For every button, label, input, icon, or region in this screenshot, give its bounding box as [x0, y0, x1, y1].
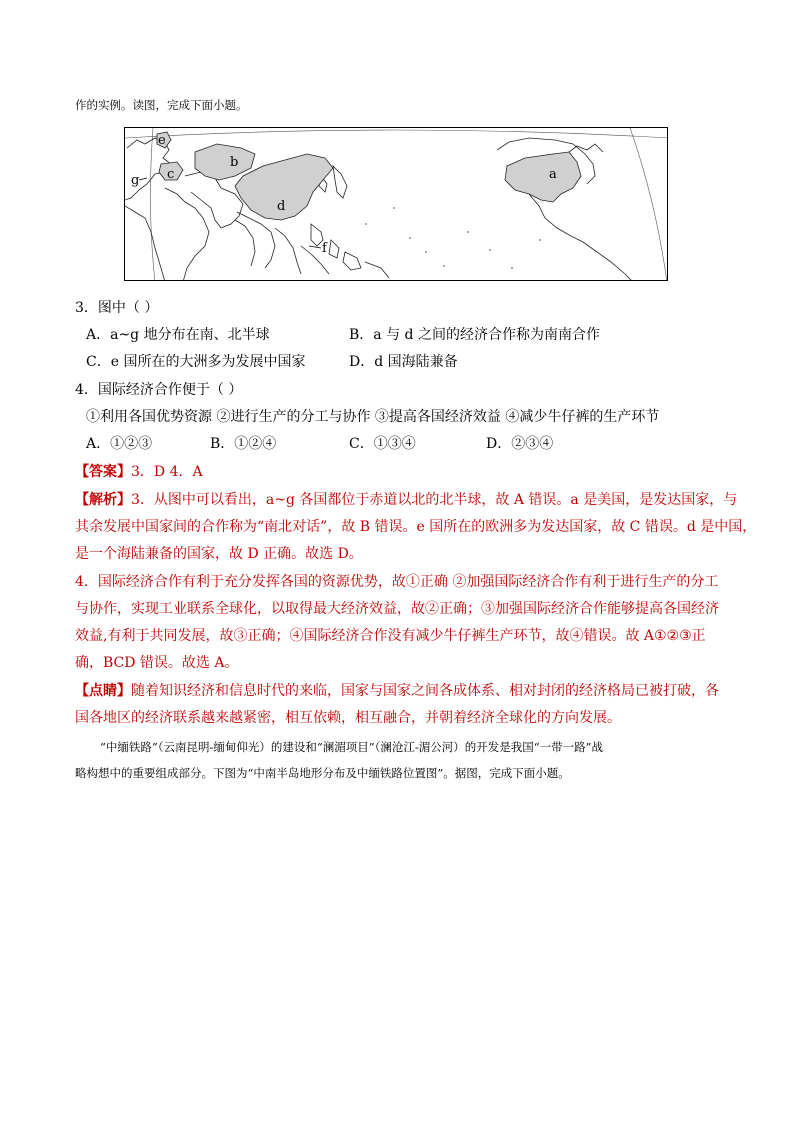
intro-line: 作的实例。读图，完成下面小题。	[75, 98, 248, 112]
comment-line-1	[75, 681, 719, 701]
q4-items: ①利用各国优势资源 ②进行生产的分工与协作 ③提高各国经济效益 ④减少牛仔裤的生产环节	[86, 409, 660, 425]
map-label-c: c	[167, 167, 175, 182]
next-intro-line-2: 略构想中的重要组成部分。下图为“中南半岛地形分布及中缅铁路位置图”。据图，完成下面小题。	[75, 766, 570, 780]
q3-stem: 3．图中（ ）	[75, 300, 159, 316]
map-coastlines	[125, 138, 541, 281]
g-pointer-line	[139, 178, 147, 180]
map-label-g: g	[131, 173, 140, 188]
q4-option-a: A．①②③	[86, 436, 153, 452]
analysis-line-1	[75, 490, 737, 510]
q4-option-b: B．①②④	[210, 436, 277, 452]
comment-line-2: 国各地区的经济联系越来越紧密，相互依赖，相互融合，并朝着经济全球化的方向发展。	[75, 710, 621, 726]
region-a	[505, 152, 581, 202]
analysis-line-4: 4．国际经济合作有利于充分发挥各国的资源优势，故①正确 ②加强国际经济合作有利于进行生产的分工	[75, 574, 719, 590]
answer-line	[75, 462, 203, 482]
q3-option-d: D．d 国海陆兼备	[349, 354, 458, 370]
comment-text-1: 随着知识经济和信息时代的来临，国家与国家之间各成体系、相对封闭的经济格局已被打破，各	[131, 683, 719, 699]
map-label-e: e	[158, 133, 166, 148]
analysis-text-1: 3．从图中可以看出，a~g 各国都位于赤道以北的北半球，故 A 错误。a 是美国，是发达国家，与	[131, 492, 738, 508]
comment-tag: 【点睛】	[75, 683, 131, 699]
map-highlighted-regions	[157, 132, 581, 220]
answer-tag: 【答案】	[75, 464, 131, 480]
q4-option-d: D．②③④	[486, 436, 554, 452]
map-label-d: d	[277, 199, 286, 214]
analysis-line-3: 是一个海陆兼备的国家，故 D 正确。故选 D。	[75, 546, 363, 562]
analysis-line-7: 确，BCD 错误。故选 A。	[75, 655, 239, 671]
map-label-b: b	[230, 155, 239, 170]
analysis-line-2: 其余发展中国家间的合作称为“南北对话”，故 B 错误。e 国所在的欧洲多为发达国家，故 C 错误。d 是中国，	[75, 519, 757, 535]
f-pointer-line	[309, 246, 321, 248]
answer-text: 3．D 4．A	[131, 464, 203, 480]
analysis-tag: 【解析】	[75, 492, 131, 508]
analysis-line-6: 效益,有利于共同发展，故③正确；④国际经济合作没有减少牛仔裤生产环节，故④错误。故 A①②③正	[75, 628, 706, 644]
q4-stem: 4．国际经济合作便于（ ）	[75, 382, 243, 398]
next-intro-line-1: “中缅铁路”（云南昆明-缅甸仰光）的建设和“澜湄项目”（澜沧江-湄公河）的开发是我国“一带一路”战	[100, 740, 604, 754]
map-label-f: f	[322, 241, 327, 256]
q3-option-c: C．e 国所在的大洲多为发展中国家	[86, 354, 306, 370]
q4-option-c: C．①③④	[349, 436, 416, 452]
analysis-line-5: 与协作，实现工业联系全球化，以取得最大经济效益，故②正确；③加强国际经济合作能够提高各国经济	[75, 601, 719, 617]
q3-option-a: A．a~g 地分布在南、北半球	[86, 327, 270, 343]
world-map-figure	[124, 127, 668, 281]
q3-option-b: B．a 与 d 之间的经济合作称为南南合作	[349, 327, 600, 343]
map-label-a: a	[549, 167, 557, 182]
